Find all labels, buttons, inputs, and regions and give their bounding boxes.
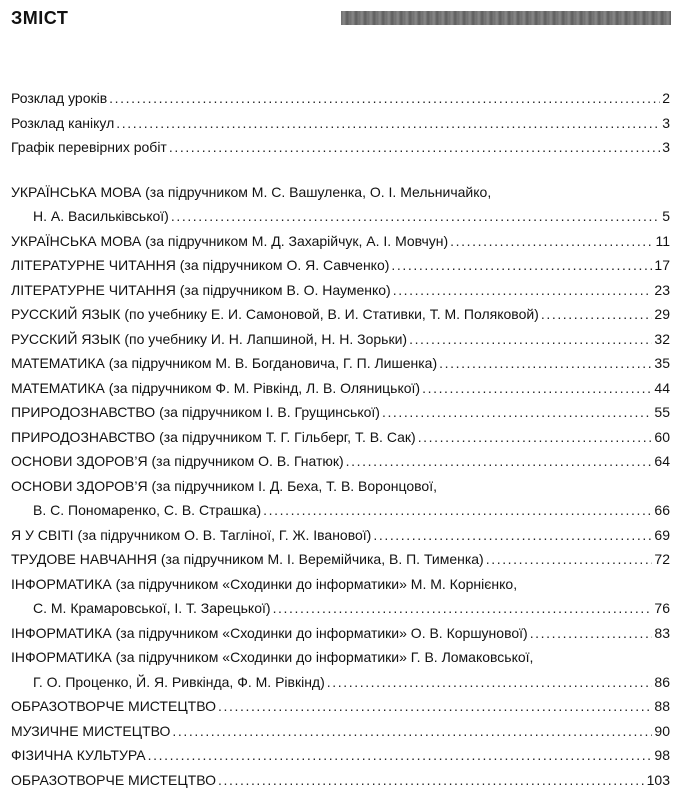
- toc-entry-text: Графік перевірних робіт: [11, 139, 167, 155]
- toc-entry-first-line: ІНФОРМАТИКА (за підручником «Сходинки до інформатики» Г. В. Ломаковської,: [11, 649, 534, 665]
- toc-page-number: 103: [646, 771, 670, 788]
- toc-page-number: 11: [655, 232, 670, 249]
- toc-entry-text: ТРУДОВЕ НАВЧАННЯ (за підручником М. І. Веремійчика, В. П. Тименка): [11, 551, 484, 567]
- toc-entry-text: ІНФОРМАТИКА (за підручником «Сходинки до інформатики» О. В. Коршунової): [11, 624, 528, 641]
- toc-entry-text: МАТЕМАТИКА (за підручником Ф. М. Рівкінд, Л. В. Оляницької): [11, 379, 421, 396]
- section-spacer: [11, 160, 670, 180]
- dot-leader: [450, 229, 653, 254]
- toc-page-number: 86: [654, 673, 670, 690]
- toc-entry-text: Г. О. Проценко, Й. Я. Ривкінда, Ф. М. Рівкінд): [33, 673, 325, 690]
- toc-entry-subject[interactable]: [11, 694, 670, 719]
- toc-entry-subject[interactable]: [11, 621, 670, 646]
- toc-page-number: 98: [654, 747, 670, 763]
- toc-entry-text: УКРАЇНСЬКА МОВА (за підручником М. Д. Захарійчук, А. І. Мовчун): [11, 232, 449, 249]
- toc-entry-subject[interactable]: [11, 523, 670, 548]
- toc-entry-holiday-schedule[interactable]: [11, 111, 670, 136]
- toc-page-number: 32: [654, 330, 670, 347]
- dot-leader: [109, 86, 660, 111]
- toc-entry-first-line: ІНФОРМАТИКА (за підручником «Сходинки до інформатики» М. М. Корнієнко,: [11, 575, 518, 592]
- toc-entry-first-line: УКРАЇНСЬКА МОВА (за підручником М. С. Вашуленка, О. І. Мельничайко,: [11, 183, 492, 200]
- dot-leader: [116, 111, 660, 136]
- toc-entry-subject[interactable]: [11, 351, 670, 376]
- dot-leader: [439, 351, 652, 376]
- toc-entry-text: Я У СВІТІ (за підручником О. В. Тагліної, Г. Ж. Іванової): [11, 526, 372, 543]
- toc-entry-text: ОБРАЗОТВОРЧЕ МИСТЕЦТВО: [11, 698, 216, 714]
- toc-page-number: 23: [654, 281, 670, 298]
- decorative-header-bar: [341, 11, 671, 25]
- toc-entry-subject[interactable]: [11, 180, 670, 229]
- toc-page-number: 2: [662, 90, 670, 106]
- toc-entry-subject[interactable]: [11, 547, 670, 572]
- toc-page-number: 3: [662, 114, 670, 131]
- toc-page-number: 90: [654, 722, 670, 739]
- toc-entry-subject[interactable]: [11, 302, 670, 327]
- toc-page-number: 5: [662, 208, 670, 224]
- dot-leader: [393, 278, 653, 303]
- toc-entry-text: ЛІТЕРАТУРНЕ ЧИТАННЯ (за підручником В. О. Науменко): [11, 281, 391, 298]
- dot-leader: [218, 694, 652, 719]
- dot-leader: [218, 768, 645, 793]
- dot-leader: [171, 204, 660, 229]
- toc-entry-tests-schedule[interactable]: [11, 135, 670, 160]
- dot-leader: [530, 621, 653, 646]
- dot-leader: [409, 327, 652, 352]
- toc-entry-text: ПРИРОДОЗНАВСТВО (за підручником І. В. Грущинської): [11, 404, 380, 420]
- dot-leader: [422, 376, 652, 401]
- toc-entry-text: ОСНОВИ ЗДОРОВ’Я (за підручником О. В. Гнатюк): [11, 453, 344, 469]
- toc-entry-subject[interactable]: [11, 400, 670, 425]
- dot-leader: [327, 670, 653, 695]
- toc-entry-text: Розклад канікул: [11, 114, 115, 131]
- toc-entry-subject[interactable]: [11, 768, 670, 793]
- dot-leader: [541, 302, 653, 327]
- toc-entry-text: ФІЗИЧНА КУЛЬТУРА: [11, 747, 146, 763]
- table-of-contents: [11, 86, 670, 792]
- dot-leader: [273, 596, 653, 621]
- toc-entry-text: МУЗИЧНЕ МИСТЕЦТВО: [11, 722, 171, 739]
- toc-entry-first-line: ОСНОВИ ЗДОРОВ’Я (за підручником І. Д. Беха, Т. В. Воронцової,: [11, 477, 437, 494]
- toc-entry-subject[interactable]: [11, 719, 670, 744]
- toc-entry-text: С. М. Крамаровської, І. Т. Зарецької): [33, 600, 271, 616]
- toc-page-number: 55: [654, 404, 670, 420]
- toc-entry-subject[interactable]: [11, 474, 670, 523]
- page-title: ЗМІСТ: [11, 8, 69, 28]
- dot-leader: [169, 135, 660, 160]
- toc-entry-subject[interactable]: [11, 278, 670, 303]
- toc-page-number: 44: [654, 379, 670, 396]
- toc-page-number: 72: [654, 551, 670, 567]
- toc-page-number: 69: [654, 526, 670, 543]
- toc-entry-lesson-schedule[interactable]: [11, 86, 670, 111]
- toc-entry-subject[interactable]: [11, 425, 670, 450]
- toc-entry-text: МАТЕМАТИКА (за підручником М. В. Богдановича, Г. П. Лишенка): [11, 355, 438, 371]
- dot-leader: [373, 523, 652, 548]
- toc-page-number: 29: [654, 306, 670, 322]
- toc-entry-subject[interactable]: [11, 572, 670, 621]
- toc-page-number: 60: [654, 428, 670, 445]
- toc-entry-subject[interactable]: [11, 645, 670, 694]
- dot-leader: [172, 719, 652, 744]
- dot-leader: [486, 547, 653, 572]
- dot-leader: [418, 425, 653, 450]
- general-section: [11, 86, 670, 160]
- toc-page-number: 3: [662, 139, 670, 155]
- toc-entry-subject[interactable]: [11, 743, 670, 768]
- dot-leader: [148, 743, 653, 768]
- toc-entry-text: РУССКИЙ ЯЗЫК (по учебнику Е. И. Самоновой, В. И. Стативки, Т. М. Поляковой): [11, 306, 539, 322]
- toc-entry-text: В. С. Пономаренко, С. В. Страшка): [33, 502, 262, 518]
- toc-entry-text: Розклад уроків: [11, 90, 108, 106]
- subjects-section: [11, 180, 670, 793]
- dot-leader: [391, 253, 652, 278]
- dot-leader: [382, 400, 652, 425]
- toc-page-number: 88: [654, 698, 670, 714]
- toc-entry-subject[interactable]: [11, 229, 670, 254]
- toc-page-number: 35: [654, 355, 670, 371]
- dot-leader: [346, 449, 653, 474]
- toc-entry-text: ОБРАЗОТВОРЧЕ МИСТЕЦТВО: [11, 771, 216, 788]
- toc-page-number: 17: [654, 257, 670, 273]
- page-header: [11, 8, 671, 34]
- toc-entry-subject[interactable]: [11, 449, 670, 474]
- toc-page-number: 76: [654, 600, 670, 616]
- toc-entry-text: Н. А. Васильківської): [33, 208, 169, 224]
- toc-page-number: 64: [654, 453, 670, 469]
- toc-page-number: 66: [654, 502, 670, 518]
- toc-entry-text: РУССКИЙ ЯЗЫК (по учебнику И. Н. Лапшиной, Н. Н. Зорьки): [11, 330, 408, 347]
- toc-entry-subject[interactable]: [11, 327, 670, 352]
- toc-page-number: 83: [654, 624, 670, 641]
- toc-entry-subject[interactable]: [11, 253, 670, 278]
- dot-leader: [263, 498, 652, 523]
- toc-entry-text: ЛІТЕРАТУРНЕ ЧИТАННЯ (за підручником О. Я. Савченко): [11, 257, 390, 273]
- toc-entry-text: ПРИРОДОЗНАВСТВО (за підручником Т. Г. Гільберг, Т. В. Сак): [11, 428, 416, 445]
- toc-entry-subject[interactable]: [11, 376, 670, 401]
